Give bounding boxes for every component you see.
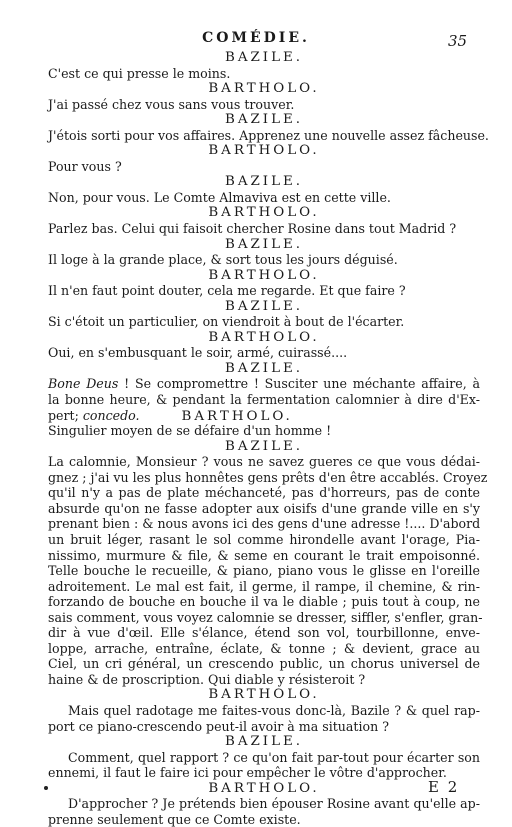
dialogue-line: Mais quel radotage me faites-vous donc-là, Bazile ? & quel rap-: [68, 702, 480, 718]
page-number: 35: [448, 32, 468, 50]
ink-dot: [44, 786, 48, 790]
speaker-bartholo: BARTHOLO.: [208, 687, 320, 703]
dialogue-line: [48, 376, 480, 392]
running-title: COMÉDIE.: [202, 30, 310, 46]
calomnie-line: gnez ; j'ai vu les plus honnêtes gens prêts d'en être accablés. Croyez: [48, 469, 488, 485]
speaker-bartholo: BARTHOLO.: [208, 329, 320, 345]
dialogue-line: J'ai passé chez vous sans vous trouver.: [48, 96, 295, 112]
signature-mark: E 2: [428, 778, 460, 796]
calomnie-line: dir à vue d'œil. Elle s'élance, étend son vol, tourbillonne, enve-: [48, 625, 480, 641]
calomnie-line: adroitement. Le mal est fait, il germe, il rampe, il chemine, & rin-: [48, 578, 480, 594]
speaker-bazile: BAZILE.: [224, 298, 304, 314]
dialogue-line: Si c'étoit un particulier, on viendroit à bout de l'écarter.: [48, 314, 405, 330]
dialogue-line: Oui, en s'embusquant le soir, armé, cuirassé....: [48, 345, 348, 361]
dialogue-line: C'est ce qui presse le moins.: [48, 65, 231, 81]
calomnie-line: prenant bien : & nous avons ici des gens d'une adresse !.... D'abord: [48, 516, 481, 532]
calomnie-line: haine & de proscription. Qui diable y résisteroit ?: [48, 671, 366, 687]
calomnie-line: loppe, arrache, entraîne, éclate, & tonne ; & devient, grace au: [48, 640, 480, 656]
speaker-bartholo: BARTHOLO.: [208, 143, 320, 159]
calomnie-line: un bruit léger, rasant le sol comme hirondelle avant l'orage, Pia-: [48, 531, 480, 547]
calomnie-line: forzando de bouche en bouche il va le diable ; puis tout à coup, ne: [48, 594, 480, 610]
calomnie-line: La calomnie, Monsieur ? vous ne savez gueres ce que vous dédai-: [48, 454, 480, 470]
speaker-bartholo: BARTHOLO.: [208, 267, 320, 283]
calomnie-line: absurde qu'on ne fasse adopter aux oisifs d'une grande ville en s'y: [48, 500, 480, 516]
speaker-bartholo: BARTHOLO.: [208, 205, 320, 221]
speaker-bazile: BAZILE.: [224, 174, 304, 190]
speaker-bazile: BAZILE.: [224, 236, 304, 252]
dialogue-line: port ce piano-crescendo peut-il avoir à ma situation ?: [48, 718, 389, 734]
dialogue-line: Non, pour vous. Le Comte Almaviva est en cette ville.: [48, 189, 391, 205]
dialogue-line: Il loge à la grande place, & sort tous les jours déguisé.: [48, 252, 398, 268]
page-body: [48, 50, 489, 827]
line-text: pert;: [48, 407, 83, 423]
dialogue-line: Il n'en faut point douter, cela me regarde. Et que faire ?: [48, 283, 406, 299]
dialogue-line: Pour vous ?: [48, 158, 122, 174]
dialogue-line: [48, 408, 480, 424]
speaker-bartholo: BARTHOLO.: [208, 780, 320, 796]
speaker-bazile: BAZILE.: [224, 50, 304, 65]
calomnie-line: qu'il n'y a pas de plate méchanceté, pas d'horreurs, pas de conte: [48, 485, 480, 501]
calomnie-line: Ciel, un cri général, un crescendo public, un chorus universel de: [48, 656, 480, 672]
dialogue-line: Parlez bas. Celui qui faisoit chercher Rosine dans tout Madrid ?: [48, 221, 457, 237]
dialogue-line: ennemi, il faut le faire ici pour empêcher le vôtre d'approcher.: [48, 765, 447, 781]
latin-phrase: Bone Deus: [48, 376, 119, 392]
speaker-bartholo: BARTHOLO.: [181, 408, 293, 424]
speaker-bazile: BAZILE.: [224, 360, 304, 376]
latin-phrase: concedo.: [82, 407, 140, 423]
speaker-bazile: BAZILE.: [224, 734, 304, 750]
calomnie-line: sais comment, vous voyez calomnie se dresser, siffler, s'enfler, gran-: [48, 609, 483, 625]
line-text: ! Se compromettre ! Susciter une méchante affaire, à: [118, 376, 480, 392]
calomnie-line: nissimo, murmure & file, & seme en courant le trait empoisonné.: [48, 547, 480, 563]
dialogue-line: J'étois sorti pour vos affaires. Apprenez une nouvelle assez fâcheuse.: [48, 127, 489, 143]
dialogue-line: la bonne heure, & pendant la fermentation calomnier à dire d'Ex-: [48, 392, 480, 408]
dialogue-line: Comment, quel rapport ? ce qu'on fait par-tout pour écarter son: [68, 749, 480, 765]
speaker-bazile: BAZILE.: [224, 112, 304, 128]
speaker-bartholo: BARTHOLO.: [208, 81, 320, 97]
dialogue-line: prenne seulement que ce Comte existe.: [48, 811, 301, 827]
dialogue-line: Singulier moyen de se défaire d'un homme !: [48, 423, 332, 439]
dialogue-line: D'approcher ? Je prétends bien épouser Rosine avant qu'elle ap-: [68, 796, 480, 812]
speaker-bazile: BAZILE.: [224, 438, 304, 454]
calomnie-line: Telle bouche le recueille, & piano, piano vous le glisse en l'oreille: [48, 563, 480, 579]
